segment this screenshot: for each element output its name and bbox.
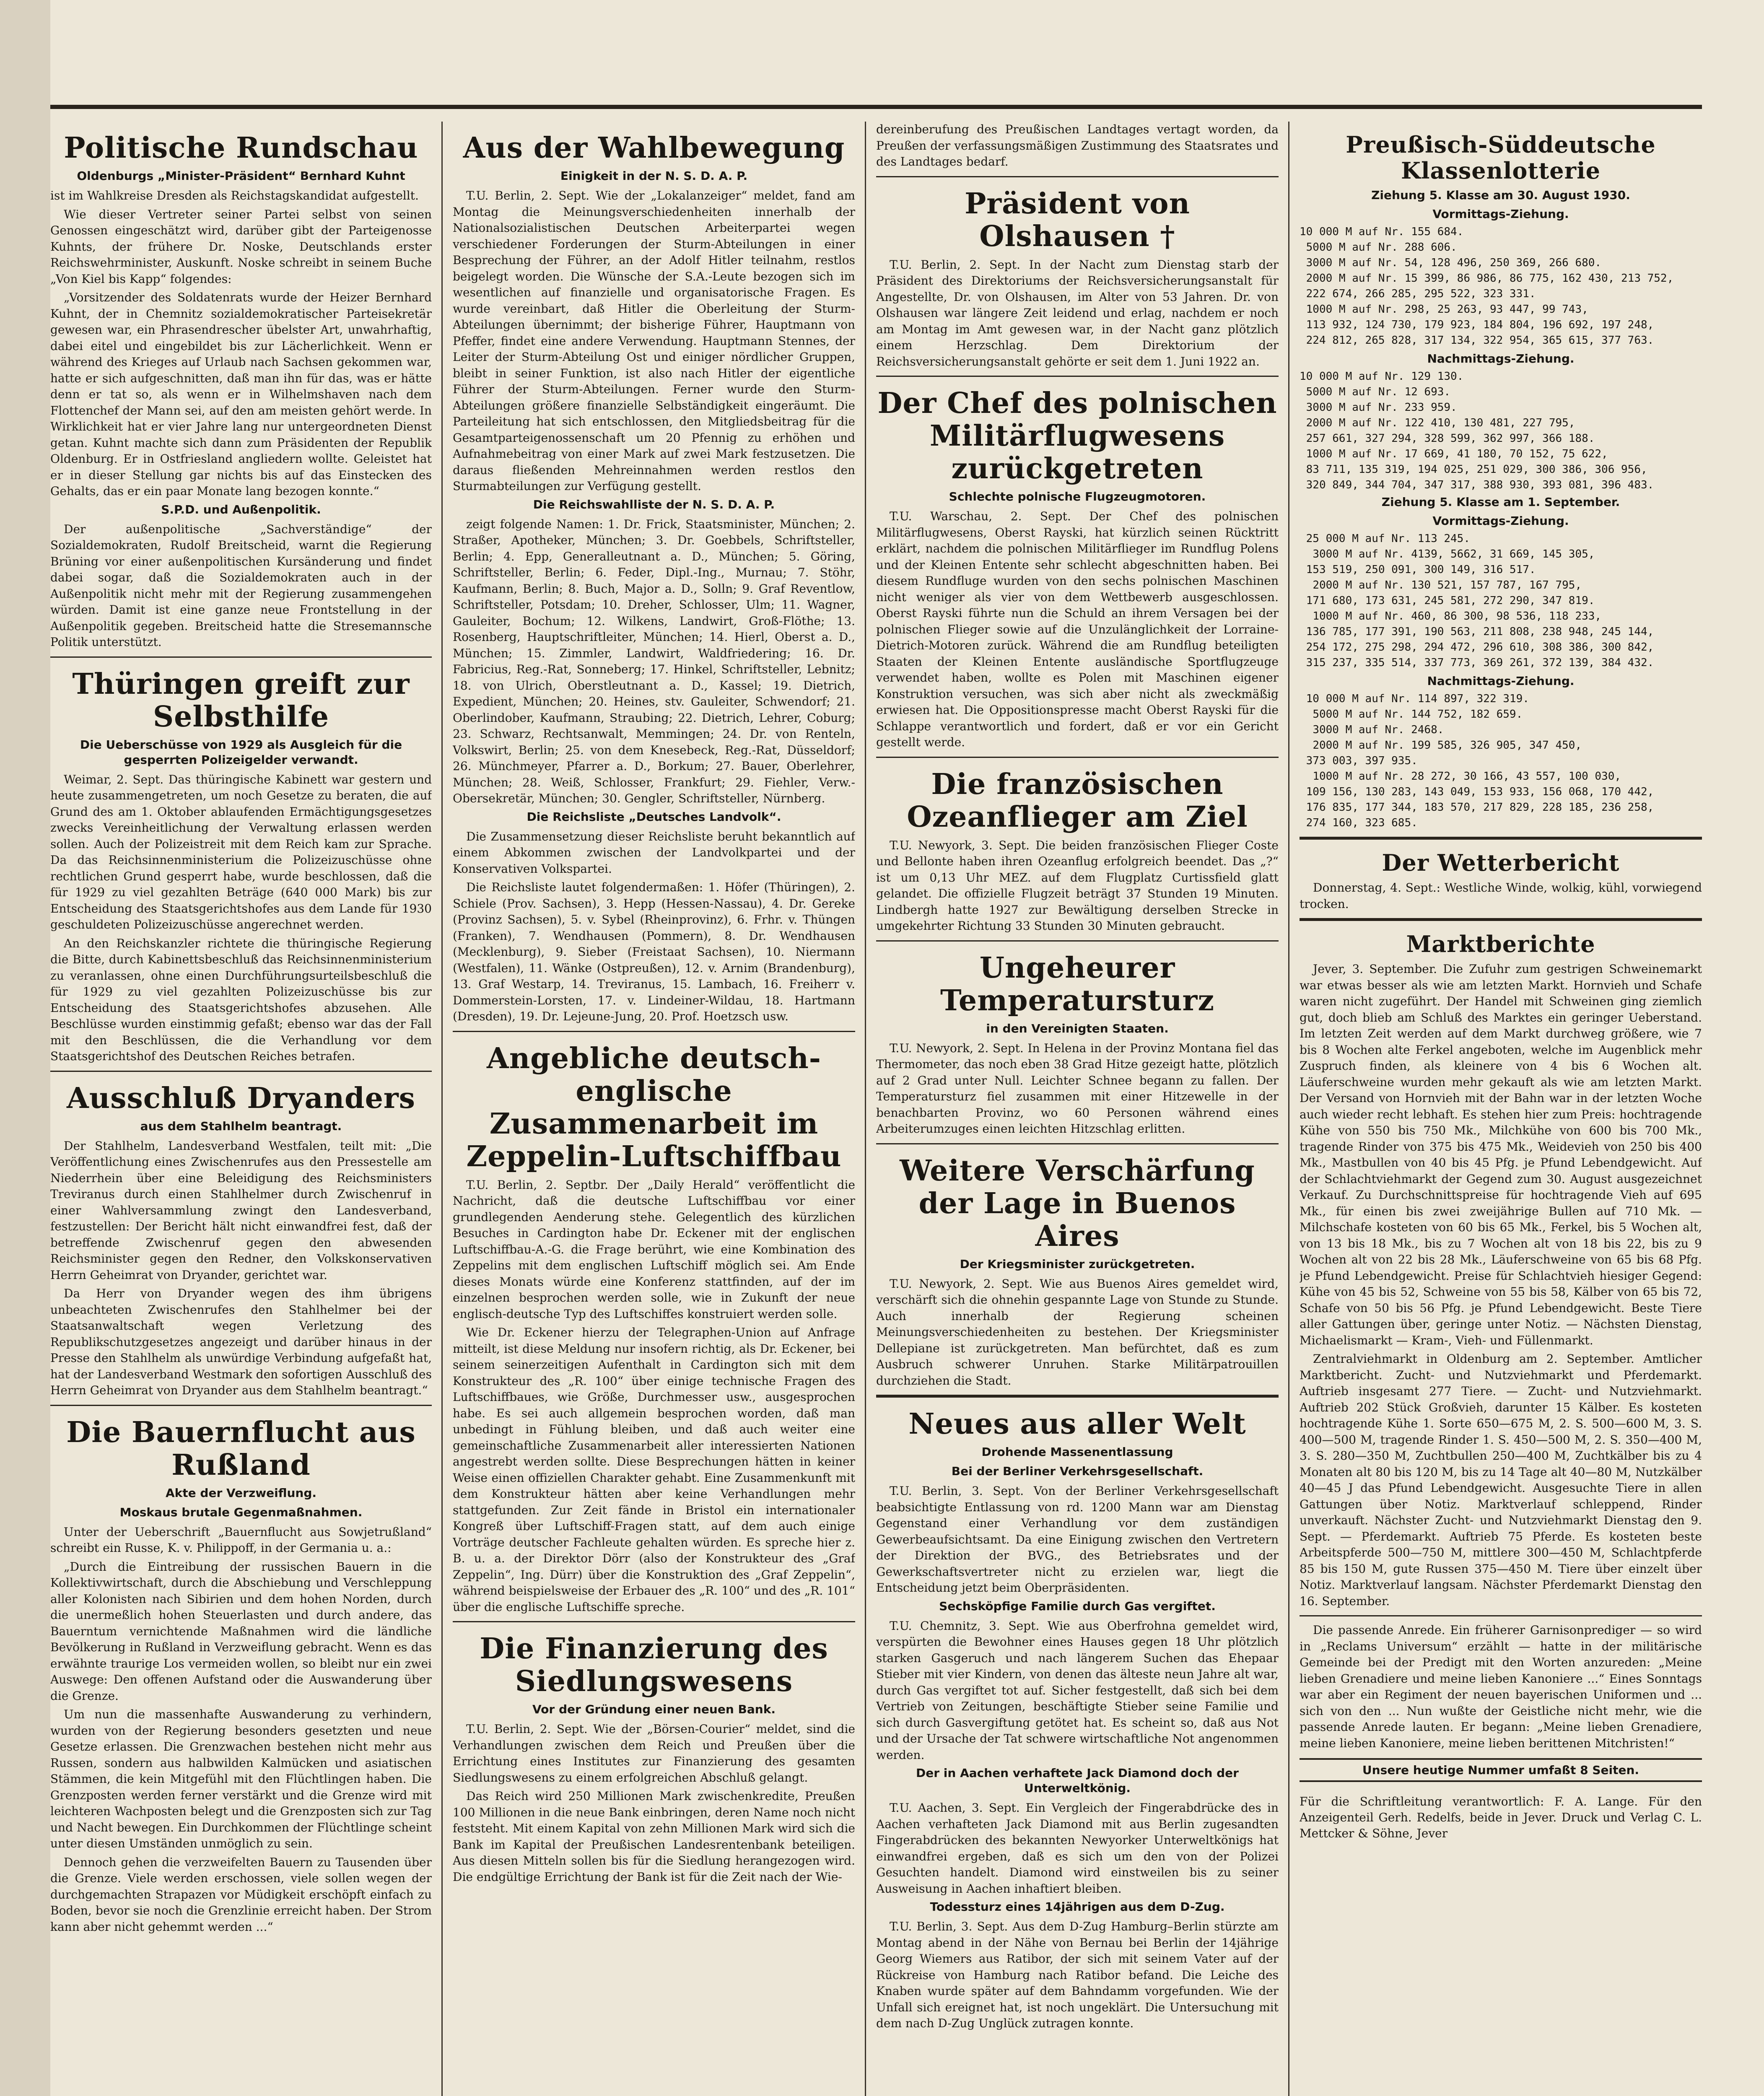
subheadline: aus dem Stahlhelm beantragt. (140, 1119, 342, 1133)
article-paragraph: Das Reich wird 250 Millionen Mark zwischenkredite, Preußen 100 Millionen in die neue Bank einbringen, deren Name noch nicht feststeht. Mit einem Kapital von zehn Millionen Mark wird sich die Bank im Kapital der Preußischen Landesrentenbank beteiligen. Aus diesen Mitteln sollen bis für die Siedlung herangezogen wird. Die endgültige Errichtung der Bank ist für die Zeit nach der Wie- (453, 1789, 855, 1884)
headline-buenos-aires: Weitere Verschärfung der Lage in Buenos Aires (900, 1154, 1255, 1253)
article-paragraph: Die Zusammensetzung dieser Reichsliste beruht bekanntlich auf einem Abkommen zwischen der Landvolkpartei und der Konservativen Volkspartei. (453, 829, 855, 876)
divider (1300, 837, 1702, 840)
headline-ozeanflieger: Die französischen Ozeanflieger am Ziel (907, 767, 1248, 834)
divider (876, 376, 1279, 377)
column-2 (453, 122, 855, 2096)
imprint: Für die Schriftleitung verantwortlich: F. A. Lange. Für den Anzeigenteil Gerh. Redelfs, beide in Jever. Druck und Verlag C. L. Mettcker & Söhne, Jever (1300, 1795, 1702, 1840)
article-paragraph: Weimar, 2. Sept. Das thüringische Kabinett war gestern und heute zusammengetreten, um noch Gesetze zu beraten, die auf Grund des am 1. Oktober ablaufenden Ermächtigungsgesetzes zwecks Vereinheitlichung der Verwaltung erlassen werden sollen. Auch der Polizeistreit mit dem Reich kam zur Sprache. Da das Reichsinnenministerium die Polizeizuschüsse ohne rechtlichen Grund gesperrt habe, wurde beschlossen, daß die für 1929 zu viel gezahlten Beträge (640 000 Mark) bis zur Entscheidung des Staatsgerichtshofes aus dem Lande für 1930 geschuldeten Polizeizuschüsse angerechnet werden. (50, 772, 432, 931)
headline-bauernflucht: Die Bauernflucht aus Rußland (66, 1415, 416, 1482)
subheadline: Schlechte polnische Flugzeugmotoren. (949, 490, 1206, 503)
article-paragraph: zeigt folgende Namen: 1. Dr. Frick, Staatsminister, München; 2. Straßer, Apotheker, München; 3. Dr. Goebbels, Schriftsteller, Berlin; 4. Epp, Generalleutnant a. D., München; 5. Göring, Schriftsteller, Berlin; 6. Feder, Dipl.-Ing., Murnau; 7. Stöhr, Kaufmann, Berlin; 8. Buch, Major a. D., Solln; 9. Graf Reventlow, Schriftsteller, Potsdam; 10. Dreher, Schlosser, Ulm; 11. Wagner, Gauleiter, Bochum; 12. Wilkens, Landwirt, Groß-Flöthe; 13. Rosenberg, Hauptschriftleiter, München; 14. Hierl, Oberst a. D., München; 15. Zimmler, Landwirt, Waldfriedering; 16. Dr. Fabricius, Reg.-Rat, Sonneberg; 17. Hinkel, Schriftsteller, Lebnitz; 18. von Ulrich, Oberstleutnant a. D., Kassel; 19. Dietrich, Expedient, München; 20. Heines, stv. Gauleiter, Schwendorf; 21. Oberlindober, Kaufmann, Straubing; 22. Dietrich, Lehrer, Coburg; 23. Schwarz, Rechtsanwalt, Memmingen; 24. Dr. von Renteln, Volkswirt, Berlin; 25. von dem Knesebeck, Reg.-Rat, Düsseldorf; 26. Münchmeyer, Pfarrer a. D., Borkum; 27. Bauer, Oberlehrer, München; 28. Weiß, Schlosser, Frankfurt; 29. Fiehler, Verw.-Obersekretär, München; 30. Gengler, Schriftsteller, Nürnberg. (453, 517, 855, 805)
divider (876, 757, 1279, 758)
article-paragraph: dereinberufung des Preußischen Landtages vertagt worden, da Preußen der verfassungsmäßigen Zustimmung des Staatsrates und des Landtages bedarf. (876, 122, 1279, 169)
lottery-session-label: Nachmittags-Ziehung. (1427, 352, 1575, 366)
column-4 (1300, 122, 1702, 2096)
headline-neues-aus-aller-welt: Neues aus aller Welt (908, 1407, 1246, 1441)
article-paragraph: T.U. Berlin, 3. Sept. Aus dem D-Zug Hamburg–Berlin stürzte am Montag abend in der Nähe von Bernau bei Berlin der 14jährige Georg Wiemers aus Ratibor, der sich mit seinem Vater auf der Rückreise von Hamburg nach Ratibor befand. Die Leiche des Knaben wurde später auf dem Bahndamm vorgefunden. Wie der Unfall sich ereignet hat, ist noch ungeklärt. Die Untersuchung mit dem nach D-Zug Unglück zutragen konnte. (876, 1920, 1279, 2030)
headline-zeppelin: Angebliche deutsch-englische Zusammenarbeit im Zeppelin-Luftschiffbau (466, 1041, 842, 1173)
divider (876, 940, 1279, 942)
article-paragraph: T.U. Warschau, 2. Sept. Der Chef des polnischen Militärflugwesens, Oberst Rayski, hat kürzlich seinen Rücktritt erklärt, nachdem die polnischen Militärflieger im Rundflug Polens und der Kleinen Entente sehr schlecht abgeschnitten haben. Bei diesem Rundfluge wurden von den sechs polnischen Maschinen nicht weniger als vier von dem Wettbewerb ausgeschlossen. Oberst Rayski führte nun die Schuld an ihrem Versagen bei der polnischen Flieger sowie auf die Unzulänglichkeit der Lorraine-Dietrich-Motoren zurück. Während die am Rundflug beteiligten Staaten der Kleinen Entente ausländische Sportflugzeuge verwendet haben, wollte es Polen mit Maschinen eigener Konstruktion versuchen, was sich aber nicht als zweckmäßig erwiesen hat. Die Oppositionspresse macht Oberst Rayski für die Schlappe verantwortlich und fordert, daß er vor ein Gericht gestellt werde. (876, 509, 1279, 749)
article-paragraph: Die passende Anrede. Ein früherer Garnisonprediger — so wird in „Reclams Universum“ erzählt — hatte in der militärische Gemeinde bei der Predigt mit den Worten anzureden: „Meine lieben Grenadiere und meine lieben Kanoniere ...“ Eines Sonntags war aber ein Regiment der neuen bayerischen Uniformen und ... sich von den ... Nun wußte der Geistliche nicht mehr, wie die passende Anrede lauten. Er begann: „Meine lieben Grenadiere, meine lieben Kanoniere, meine lieben berittenen Mitchristen!“ (1300, 1623, 1702, 1750)
subheadline: Ziehung 5. Klasse am 1. September. (1381, 495, 1620, 509)
article-paragraph: An den Reichskanzler richtete die thüringische Regierung die Bitte, durch Kabinettsbeschluß das Reichsinnenministerium zu veranlassen, ohne einen Durchführungsurteilsbeschluß die für 1929 zu viel gezahlten Polizeizuschüsse bis zur Entscheidung des Staatsgerichtshofes abzusehen. Alle Beschlüsse wurden einstimmig gefaßt; ebenso war das der Fall mit den Beschlüssen, die die Verhandlung vor dem Staatsgerichtshof des Deutschen Reiches betrafen. (50, 936, 432, 1063)
subheadline: Sechsköpfige Familie durch Gas vergiftet. (939, 1599, 1216, 1613)
column-separator (1288, 122, 1289, 2096)
divider (50, 1405, 432, 1406)
headline-ausschluss-dryanders: Ausschluß Dryanders (67, 1081, 415, 1115)
lottery-session-label: Nachmittags-Ziehung. (1427, 674, 1575, 688)
article-paragraph: Da Herr von Dryander wegen des ihm übrigens unbeachteten Zwischenrufes den Stahlhelmer bei der Staatsanwaltschaft wegen Verletzung des Republikschutzgesetzes angezeigt und darüber hinaus in der Presse den Stahlhelm als unwürdige Verbindung aufgefaßt hat, hat der Landesverband Westmark den sofortigen Ausschluß des Herrn Geheimrat von Dryander aus dem Stahlhelm beantragt.“ (50, 1287, 432, 1397)
article-paragraph: ist im Wahlkreise Dresden als Reichstagskandidat aufgestellt. (50, 189, 419, 202)
headline-polnisches-flugwesen: Der Chef des polnischen Militärflugwesens zurückgetreten (877, 387, 1277, 485)
headline-marktberichte: Marktberichte (1406, 931, 1595, 957)
divider (876, 1395, 1279, 1398)
subheadline: Die Reichswahlliste der N. S. D. A. P. (533, 497, 775, 511)
article-paragraph: Zentralviehmarkt in Oldenburg am 2. September. Amtlicher Marktbericht. Zucht- und Nutzviehmarkt und Pferdemarkt. Auftrieb insgesamt 277 Tiere. — Zucht- und Nutzviehmarkt. Auftrieb 202 Stück Großvieh, darunter 15 Kälber. Es kosteten hochtragende Kühe 1. Sorte 650—675 M, 2. S. 500—600 M, 3. S. 400—500 M, tragende Rinder 1. S. 450—500 M, 2. S. 350—400 M, 3. S. 280—350 M, Zuchtbullen 250—400 M, Zuchtkälber bis zu 4 Monaten alt 80 bis 120 M, bis zu 14 Tage alt 40—80 M, Nutzkälber 40—45 J das Pfund Lebendgewicht. Ausgesuchte Tiere in allen Gattungen über Notiz. Marktverlauf schleppend, Rinder unverkauft. Nächster Zucht- und Nutzviehmarkt Dienstag den 9. Sept. — Pferdemarkt. Auftrieb 75 Pferde. Es kosteten beste Arbeitspferde 500—750 M, mittlere 300—450 M, Schlachtpferde 85 bis 150 M, gute Russen 375—450 M. Tiere über einzelt über Notiz. Marktverlauf langsam. Nächster Pferdemarkt Dienstag den 16. September. (1300, 1352, 1702, 1608)
subheadline: Einigkeit in der N. S. D. A. P. (560, 169, 748, 183)
article-paragraph: Der Stahlhelm, Landesverband Westfalen, teilt mit: „Die Veröffentlichung eines Zwischenrufes aus den Pressestelle am Niederrhein über eine Beleidigung des Reichsministers Treviranus durch einen Stahlhelmer durch Zwischenruf in einer Wahlversammlung zwingt den Landesverband, festzustellen: Der Bericht hält nicht einwandfrei fest, daß der betreffende Zwischenruf gegen den abwesenden Reichsminister gegen den Redner, den Volkskonservativen Herrn Geheimrat von Dryander, gerichtet war. (50, 1139, 432, 1282)
top-rule (50, 105, 1702, 109)
article-paragraph: T.U. Berlin, 2. Sept. Wie der „Börsen-Courier“ meldet, sind die Verhandlungen zwischen dem Reich und Preußen über die Errichtung eines Institutes zur Finanzierung des gesamten Siedlungswesens zu einem erfolgreichen Abschluß gelangt. (453, 1722, 855, 1785)
article-paragraph: „Durch die Eintreibung der russischen Bauern in die Kollektivwirtschaft, durch die Abschiebung und Verschleppung aller Kolonisten nach Sibirien und dem hohen Norden, durch die unermeßlich hohen Steuerlasten und durch andere, das Bauerntum vernichtende Maßnahmen wird die ländliche Bevölkerung in Rußland in Verzweiflung gebracht. Wenn es das erwähnte traurige Los vermeiden wollen, so bleibt nur ein zwei Auswege: Den offenen Aufstand oder die Auswanderung über die Grenze. (50, 1559, 432, 1703)
divider (876, 176, 1279, 177)
divider (876, 1143, 1279, 1144)
article-paragraph: T.U. Chemnitz, 3. Sept. Wie aus Oberfrohna gemeldet wird, verspürten die Bewohner eines Hauses gegen 18 Uhr plötzlich starken Gasgeruch und nach längerem Suchen das Ehepaar Stieber mit vier Kindern, von denen das älteste neun Jahre alt war, durch Gas vergiftet tot auf. Sicher festgestellt, daß sich bei dem Vertrieb von Zeitungen, beschäftigte Stieber seine Familie und sich durch Gasvergiftung getötet hat. Es scheint so, daß aus Not und der Ursache der Tat schwere wirtschaftliche Not angenommen werden. (876, 1619, 1279, 1762)
lottery-session-label: Vormittags-Ziehung. (1432, 207, 1569, 221)
column-separator (441, 122, 443, 2096)
article-paragraph: T.U. Berlin, 2. Sept. In der Nacht zum Dienstag starb der Präsident des Direktoriums der Reichsversicherungsanstalt für Angestellte, Dr. von Olshausen, im Alter von 53 Jahren. Dr. von Olshausen war längere Zeit leidend und erlag, nachdem er noch am Montag im Amt gewesen war, in der Nacht ganz plötzlich einem Herzschlag. Dem Direktorium der Reichsversicherungsanstalt gehörte er seit dem 1. Juni 1922 an. (876, 257, 1279, 368)
headline-siedlungswesen: Die Finanzierung des Siedlungswesens (480, 1632, 828, 1698)
article-paragraph: Wie dieser Vertreter seiner Partei selbst von seinen Genossen eingeschätzt wird, darüber gibt der Parteigenosse Kuhnts, der frühere Dr. Noske, Deutschlands erster Reichswehrminister, Auskunft. Noske schreibt in seinem Buche „Von Kiel bis Kapp“ folgendes: (50, 207, 432, 286)
divider (50, 656, 432, 658)
headline-klassenlotterie: Preußisch-Süddeutsche Klassenlotterie (1346, 131, 1656, 184)
divider (453, 1031, 855, 1032)
divider (453, 1621, 855, 1622)
article-paragraph: T.U. Newyork, 2. Sept. Wie aus Buenos Aires gemeldet wird, verschärft sich die ohnehin gespannte Lage von Stunde zu Stunde. Auch innerhalb der Regierung scheinen Meinungsverschiedenheiten zu bestehen. Der Kriegsminister Dellepiane ist zurückgetreten. Man befürchtet, daß es zum Ausbruch schwerer Unruhen. Starke Militärpatrouillen durchziehen die Stadt. (876, 1276, 1279, 1388)
subheadline: Moskaus brutale Gegenmaßnahmen. (119, 1505, 363, 1519)
column-separator (865, 122, 866, 2096)
headline-wahlbewegung: Aus der Wahlbewegung (463, 131, 845, 165)
subheadline: S.P.D. und Außenpolitik. (161, 502, 321, 516)
lottery-session-label: Vormittags-Ziehung. (1432, 514, 1569, 528)
article-paragraph: T.U. Newyork, 2. Sept. In Helena in der Provinz Montana fiel das Thermometer, das noch eben 38 Grad Hitze gezeigt hatte, plötzlich auf 2 Grad unter Null. Leichter Schnee begann zu fallen. Der Temperatursturz fiel zusammen mit einer Hitzewelle in der benachbarten Provinz, wo 60 Personen während eines Arbeiterumzuges einen leichten Hitzschlag erlitten. (876, 1041, 1279, 1136)
subheadline: Ziehung 5. Klasse am 30. August 1930. (1371, 188, 1630, 202)
article-paragraph: „Vorsitzender des Soldatenrats wurde der Heizer Bernhard Kuhnt, der in Chemnitz sozialdemokratischer Parteisekretär gewesen war, ein Phrasendrescher übelster Art, unwahrhaftig, dabei eitel und eingebildet bis zur Lächerlichkeit. Wenn er während des Krieges auf Urlaub nach Sachsen gekommen war, hatte er sich aufgeschnitten, daß man ihn für das, was er hätte denn er tat so, als wenn er in Wilhelmshaven nach dem Flottenchef der Mann sei, auf den am meisten gehört werde. In Wirklichkeit hat er vier Jahre lang nur untergeordneten Dienst getan. Kuhnt machte sich dann zum Präsidenten der Republik Oldenburg. Er in Ostfriesland angliedern wollte. Geleistet hat er in dieser Stellung gar nichts bis auf das Einstecken des Gehalts, das er ein paar Monate lang bezogen konnte.“ (50, 291, 432, 498)
lottery-results: 10 000 M auf Nr. 114 897, 322 319. 5000 M auf Nr. 144 752, 182 659. 3000 M auf Nr. 2468. 2000 M auf Nr. 199 585, 326 905, 347 450, 373 003, 397 935. 1000 M auf Nr. 28 272, 30 166, 43 557, 100 030, 109 156, 130 283, 143 049, 153 933, 156 068, 170 442, 176 835, 177 344, 183 570, 217 829, 228 185, 236 258, 274 160, 323 685. (1306, 693, 1654, 829)
article-paragraph: Dennoch gehen die verzweifelten Bauern zu Tausenden über die Grenze. Viele werden erschossen, viele sollen wegen der durchgemachten Strapazen vor Müdigkeit erschöpft einfach zu Boden, bevor sie noch die Grenzlinie erreicht haben. Der Strom kann aber nicht gehemmt werden ...“ (50, 1855, 432, 1934)
page-margin (0, 0, 50, 2096)
lottery-results: 10 000 M auf Nr. 155 684. 5000 M auf Nr. 288 606. 3000 M auf Nr. 54, 128 496, 250 369, 266 680. 2000 M auf Nr. 15 399, 86 986, 86 775, 162 430, 213 752, 222 674, 266 285, 295 522, 323 331. 1000 M auf Nr. 298, 25 263, 93 447, 99 743, 113 932, 124 730, 179 923, 184 804, 196 692, 197 248, 224 812, 265 828, 317 134, 322 954, 365 615, 377 763. (1300, 226, 1674, 347)
subheadline: Der in Aachen verhaftete Jack Diamond doch der Unterweltkönig. (916, 1766, 1239, 1795)
lottery-results: 10 000 M auf Nr. 129 130. 5000 M auf Nr. 12 693. 3000 M auf Nr. 233 959. 2000 M auf Nr. 122 410, 130 481, 227 795, 257 661, 327 294, 328 599, 362 997, 366 188. 1000 M auf Nr. 17 669, 41 180, 70 152, 75 622, 83 711, 135 319, 194 025, 251 029, 300 386, 306 956, 320 849, 344 704, 347 317, 388 930, 393 081, 396 483. (1300, 370, 1654, 491)
article-paragraph: T.U. Berlin, 3. Sept. Von der Berliner Verkehrsgesellschaft beabsichtigte Entlassung von rd. 1200 Mann war am Dienstag Gegenstand einer Verhandlung vor dem zuständigen Gewerbeaufsichtsamt. Da eine Einigung zwischen den Vertretern der Direktion der BVG., des Betriebsrates und der Gewerkschaftsvertreter nicht zu erzielen war, liegt die Entscheidung jetzt beim Oberpräsidenten. (876, 1484, 1279, 1595)
subheadline: Todessturz eines 14jährigen aus dem D-Zug. (930, 1900, 1225, 1914)
divider (50, 1071, 432, 1072)
article-paragraph: T.U. Aachen, 3. Sept. Ein Vergleich der Fingerabdrücke des in Aachen verhafteten Jack Diamond mit aus Berlin zugesandten Fingerabdrücken des bekannten Newyorker Unterweltkönigs hat einwandfrei ergeben, daß es sich um den von der Polizei Gesuchten handelt. Diamond wird einstweilen bis zu seiner Ausweisung in Aachen inhaftiert bleiben. (876, 1801, 1279, 1896)
headline-wetterbericht: Der Wetterbericht (1382, 849, 1620, 876)
headline-thueringen: Thüringen greift zur Selbsthilfe (72, 667, 410, 734)
column-3 (876, 122, 1279, 2096)
divider (1300, 1615, 1702, 1616)
headline-politische-rundschau: Politische Rundschau (64, 131, 418, 165)
headline-olshausen: Präsident von Olshausen † (965, 187, 1190, 253)
subheadline: Die Reichsliste „Deutsches Landvolk“. (527, 809, 781, 824)
subheadline: Oldenburgs „Minister-Präsident“ Bernhard Kuhnt (77, 169, 405, 183)
subheadline: Bei der Berliner Verkehrsgesellschaft. (951, 1464, 1204, 1478)
article-paragraph: Die Reichsliste lautet folgendermaßen: 1. Höfer (Thüringen), 2. Schiele (Prov. Sachsen), 3. Hepp (Hessen-Nassau), 4. Dr. Gereke (Provinz Sachsen), 5. v. Sybel (Rheinprovinz), 6. Frhr. v. Thüngen (Franken), 7. Wendhausen (Pommern), 8. Dr. Wendhausen (Mecklenburg), 9. Sieber (Freistaat Sachsen), 10. Niermann (Westfalen), 11. Wänke (Ostpreußen), 12. v. Arnim (Brandenburg), 13. Graf Westarp, 14. Treviranus, 15. Lambach, 16. Freiherr v. Dommerstein-Lorsten, 17. v. Lindeiner-Wildau, 18. Hartmann (Dresden), 19. Dr. Lejeune-Jung, 20. Prof. Hoetzsch usw. (453, 880, 855, 1023)
subheadline: Vor der Gründung einer neuen Bank. (532, 1702, 776, 1716)
page-count-banner: Unsere heutige Nummer umfaßt 8 Seiten. (1300, 1758, 1702, 1782)
weather-report: Donnerstag, 4. Sept.: Westliche Winde, wolkig, kühl, vorwiegend trocken. (1300, 881, 1702, 911)
subheadline: Die Ueberschüsse von 1929 als Ausgleich für die gesperrten Polizeigelder verwandt. (80, 737, 402, 767)
subheadline: Der Kriegsminister zurückgetreten. (960, 1257, 1195, 1271)
subheadline: Akte der Verzweiflung. (166, 1486, 316, 1500)
divider (1300, 918, 1702, 921)
subheadline: Drohende Massenentlassung (981, 1445, 1173, 1459)
article-paragraph: T.U. Berlin, 2. Septbr. Der „Daily Herald“ veröffentlicht die Nachricht, daß die deutsche Luftschiffbau vor einer grundlegenden Aenderung stehe. Gelegentlich des kürzlichen Besuches in Cardington habe Dr. Eckener mit der englischen Luftschiffbau-A.-G. die Frage berührt, wie eine Kombination des Zeppelins mit dem englischen Luftschiff möglich sei. Am Ende dieses Monats würde eine Konferenz stattfinden, auf der im einzelnen besprochen werden solle, wie in Zukunft der neue englisch-deutsche Typ des Luftschiffes konstruiert werden solle. (453, 1178, 855, 1321)
newspaper-page (50, 105, 1702, 2096)
article-paragraph: Unter der Ueberschrift „Bauernflucht aus Sowjetrußland“ schreibt ein Russe, K. v. Philippoff, in der Germania u. a.: (50, 1525, 432, 1555)
lottery-results: 25 000 M auf Nr. 113 245. 3000 M auf Nr. 4139, 5662, 31 669, 145 305, 153 519, 250 091, 300 149, 316 517. 2000 M auf Nr. 130 521, 157 787, 167 795, 171 680, 173 631, 245 581, 272 290, 347 819. 1000 M auf Nr. 460, 86 300, 98 536, 118 233, 136 785, 177 391, 190 563, 211 808, 238 948, 245 144, 254 172, 275 298, 294 472, 296 610, 308 386, 300 842, 315 237, 335 514, 337 773, 369 261, 372 139, 384 432. (1306, 532, 1654, 669)
article-paragraph: Der außenpolitische „Sachverständige“ der Sozialdemokraten, Rudolf Breitscheid, warnt die Regierung Brüning vor einer außenpolitischen Kursänderung und findet dabei sogar, daß die Sozialdemokraten auch in der Außenpolitik nicht mehr mit der Regierung zusammengehen würden. Damit ist eine ganze neue Frontstellung in der Außenpolitik gegeben. Breitscheid hatte die Stresemannsche Politik unterstützt. (50, 522, 432, 649)
article-paragraph: Jever, 3. September. Die Zufuhr zum gestrigen Schweinemarkt war etwas besser als wie am letzten Markt. Hornvieh und Schafe waren nicht zugeführt. Der Handel mit Schweinen ging ziemlich gut, doch blieb am Schluß des Marktes ein geringer Ueberstand. Im letzten Zeit werden auf dem Markt durchweg größere, wie 7 bis 8 Wochen alte Ferkel angeboten, welche im Augenblick mehr Zuspruch finden, als kleinere von 4 bis 6 Wochen alt. Läuferschweine wurden mehr gekauft als wie am letzten Markt. Der Versand von Hornvieh mit der Bahn war in der letzten Woche auch wieder recht lebhaft. Es stehen hier zum Preis: hochtragende Kühe von 550 bis 750 Mk., Milchkühe von 600 bis 700 Mk., tragende Rinder von 375 bis 475 Mk., Weidevieh von 250 bis 400 Mk., Mastbullen von 40 bis 45 Pfg. je Pfund Lebendgewicht. Auf der Schlachtviehmarkt der Gegend zum 30. August ausgezeichnet Verkauf. Zu Durchschnittspreise für hochtragende Vieh auf 695 Mk., für einen bis zwei zweijährige Bullen auf 710 Mk. — Milchschafe kosteten von 60 bis 65 Mk., Ferkel, bis 5 Wochen alt, von 13 bis 18 Mk., bis zu 7 Wochen alt von 18 bis 22, bis zu 9 Wochen alt von 22 bis 28 Mk., Läuferschweine von 65 bis 68 Pfg. je Pfund Lebendgewicht. Preise für Schlachtvieh hiesiger Gegend: Kühe von 45 bis 52, Schweine von 55 bis 58, Kälber von 65 bis 72, Schafe von 50 bis 56 Pfg. je Pfund Lebendgewicht. Beste Tiere aller Gattungen über, geringe unter Notiz. — Nächsten Dienstag, Michaelismarkt — Kram-, Vieh- und Füllenmarkt. (1300, 962, 1702, 1347)
article-paragraph: T.U. Newyork, 3. Sept. Die beiden französischen Flieger Coste und Bellonte haben ihren Ozeanflug erfolgreich beendet. Das „?“ ist um 0,13 Uhr MEZ. auf dem Flugplatz Curtissfield glatt gelandet. Die offizielle Flugzeit beträgt 37 Stunden 19 Minuten. Lindbergh hatte 1927 zur Bewältigung derselben Strecke in umgekehrter Richtung 33 Stunden 30 Minuten gebraucht. (876, 838, 1279, 933)
article-paragraph: Wie Dr. Eckener hierzu der Telegraphen-Union auf Anfrage mitteilt, ist diese Meldung nur insofern richtig, als Dr. Eckener, bei seinem seinerzeitigen Aufenthalt in Cardington sich mit dem Konstrukteur des „R. 100“ über einige technische Fragen des Luftschiffbaues, wie Größe, Durchmesser usw., ausgesprochen habe. Es sei auch allgemein besprochen worden, daß man unbedingt in Fühlung bleiben, und daß auch weiter eine gemeinschaftliche Zusammenarbeit aller interessierten Nationen angestrebt werden sollte. Diese Besprechungen hätten in keiner Weise einen offiziellen Charakter gehabt. Eine Zusammenkunft mit dem Konstrukteur hätten aber keine Verhandlungen mehr stattgefunden. Zur Zeit fände in Bristol ein internationaler Kongreß über Luftschiff-Fragen statt, auf dem auch einige Vorträge deutscher Fachleute gehalten würden. Es spreche hier z. B. u. a. der Direktor Dörr (also der Konstrukteur des „Graf Zeppelin“, Ing. Dürr) über die Konstruktion des „Graf Zeppelin“, während beispielsweise der Erbauer des „R. 100“ und des „R. 101“ über die englische Luftschiffe spreche. (453, 1326, 855, 1614)
headline-temperatursturz: Ungeheurer Temperatursturz (940, 951, 1214, 1017)
subheadline: in den Vereinigten Staaten. (986, 1021, 1169, 1035)
article-paragraph: Um nun die massenhafte Auswanderung zu verhindern, wurden von der Regierung besonders gesetzten und neue Gesetze erlassen. Die Grenzwachen bestehen nicht mehr aus Russen, sondern aus halbwilden Kalmücken und asiatischen Stämmen, die kein Mitgefühl mit den Flüchtlingen haben. Die Grenzposten werden ferner verstärkt und die Grenze wird mit leichteren Wachposten belegt und die Grenzposten sich zur Tag und Nacht bewegen. Ein Durchkommen der Flüchtlinge scheint unter diesen Umständen unmöglich zu sein. (50, 1707, 432, 1850)
column-1 (50, 122, 432, 2096)
article-paragraph: T.U. Berlin, 2. Sept. Wie der „Lokalanzeiger“ meldet, fand am Montag die Meinungsverschiedenheiten innerhalb der Nationalsozialistischen Deutschen Arbeiterpartei wegen verschiedener Forderungen der Sturm-Abteilungen in einer Besprechung der Führer, an der Adolf Hitler teilnahm, restlos beigelegt worden. Die Wünsche der S.A.-Leute bezogen sich im wesentlichen auf finanzielle und organisatorische Fragen. Es wurde vereinbart, daß Hitler die Oberleitung der Sturm-Abteilungen übernimmt; der bisherige Führer, Hauptmann von Pfeffer, findet eine andere Verwendung. Hauptmann Stennes, der Leiter der Sturm-Abteilung Ost und einiger nördlicher Gruppen, bleibt in seiner Funktion, ist also nach Hitler der eigentliche Führer der Sturm-Abteilungen. Ferner wurde den Sturm-Abteilungen größere finanzielle Selbständigkeit eingeräumt. Die Parteileitung hat sich entschlossen, den Mitgliedsbeitrag für die Gesamtparteigenossenschaft um 20 Pfennig zu erhöhen und Aufnahmebeitrag von einer Mark auf zwei Mark festzusetzen. Die daraus fließenden Mehreinnahmen werden restlos den Sturmabteilungen zur Verfügung gestellt. (453, 189, 855, 493)
